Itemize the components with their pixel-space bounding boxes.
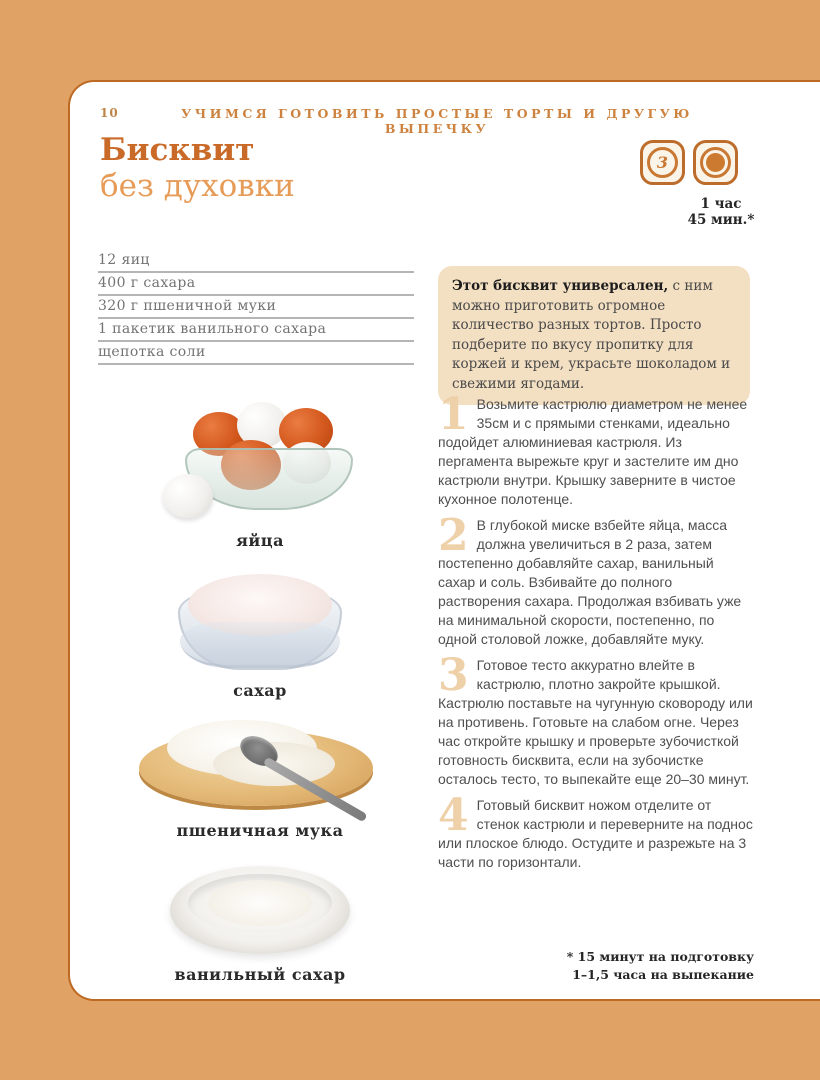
- stove-burner-icon: [693, 140, 738, 185]
- time-hours: 1 час: [700, 196, 742, 212]
- recipe-title: [100, 132, 295, 204]
- step-text: В глубокой миске взбейте яйца, масса должна увеличиться в 2 раза, затем постепенно добавляйте сахар, ванильный сахар и соль. Взбивайте до полного растворения сахара. Продолжая взбивать уже на минимальной скорости, постепенно, по одной столовой ложке, добавляйте муку.: [438, 517, 742, 647]
- difficulty-icon: [640, 140, 685, 185]
- tip-box: [438, 266, 750, 405]
- page-number: 10: [100, 106, 119, 120]
- difficulty-circle: [647, 147, 678, 178]
- eggs-figure: [112, 398, 408, 550]
- ingredient-item: щепотка соли: [98, 342, 414, 365]
- sugar-figure: [112, 566, 408, 700]
- difficulty-level: 3: [656, 153, 669, 172]
- step-text: Готовое тесто аккуратно влейте в кастрюлю, плотно закройте крышкой. Кастрюлю поставьте на чугунную сковороду или на противень. Готовьте на слабом огне. Через час откройте крышку и проверьте зубочисткой готовность бисквита, если на зубочистке осталось тесто, то выпекайте еще 20–30 минут.: [438, 657, 753, 787]
- vanilla-sugar-photo: [160, 860, 360, 956]
- recipe-meta-badges: [640, 140, 738, 185]
- running-header: УЧИМСЯ ГОТОВИТЬ ПРОСТЫЕ ТОРТЫ И ДРУГУЮ ВЫПЕЧКУ: [181, 106, 693, 136]
- ingredient-item: 1 пакетик ванильного сахара: [98, 319, 414, 342]
- tip-lead: Этот бисквит универсален,: [452, 278, 669, 294]
- step-4: [438, 790, 754, 872]
- cooking-time: [666, 196, 776, 228]
- figure-label: яйца: [236, 531, 284, 550]
- footnote-line2: 1–1,5 часа на выпекание: [572, 967, 754, 982]
- footnote-line1: * 15 минут на подготовку: [566, 949, 754, 964]
- recipe-title-line2: без духовки: [100, 168, 295, 204]
- step-2: [438, 510, 754, 649]
- ingredient-item: 400 г сахара: [98, 273, 414, 296]
- time-minutes: 45 мин.*: [687, 212, 755, 228]
- step-3: [438, 650, 754, 789]
- sugar-photo: [170, 566, 350, 672]
- footnote: [438, 948, 754, 984]
- vanilla-sugar-mound: [208, 880, 312, 926]
- figure-label: пшеничная мука: [176, 821, 344, 840]
- step-number: 4: [438, 790, 469, 841]
- step-1: [438, 389, 754, 509]
- step-text: Готовый бисквит ножом отделите от стенок кастрюли и переверните на поднос или плоское блюдо. Остудите и разрежьте на 3 части по горизонтали.: [438, 797, 753, 870]
- eggs-photo: [155, 398, 365, 520]
- step-number: 2: [438, 510, 469, 561]
- burner-disc: [706, 153, 725, 172]
- flour-figure: [112, 718, 408, 840]
- instructions: [438, 389, 754, 879]
- flour-photo: [135, 718, 385, 812]
- figure-label: ванильный сахар: [174, 965, 346, 984]
- glass-bowl-front: [180, 622, 340, 668]
- step-number: 3: [438, 650, 469, 701]
- burner-ring: [700, 147, 731, 178]
- ingredient-item: 320 г пшеничной муки: [98, 296, 414, 319]
- recipe-page: [68, 80, 820, 1001]
- tip-text: с ним можно приготовить огромное количество разных тортов. Просто подберите по вкусу пропитку для коржей и крем, украсьте шоколадом и свежими ягодами.: [452, 278, 731, 392]
- recipe-title-line1: Бисквит: [100, 132, 255, 168]
- ingredient-item: 12 яиц: [98, 250, 414, 273]
- ingredients-list: [98, 250, 414, 365]
- step-number: 1: [438, 389, 469, 440]
- egg: [163, 474, 213, 518]
- step-text: Возьмите кастрюлю диаметром не менее 35см и с прямыми стенками, идеально подойдет алюминиевая кастрюля. Из пергамента вырежьте круг и застелите им дно кастрюли внутри. Крышку заверните в чистое кухонное полотенце.: [438, 396, 748, 507]
- vanilla-sugar-figure: [112, 860, 408, 984]
- figure-label: сахар: [233, 681, 287, 700]
